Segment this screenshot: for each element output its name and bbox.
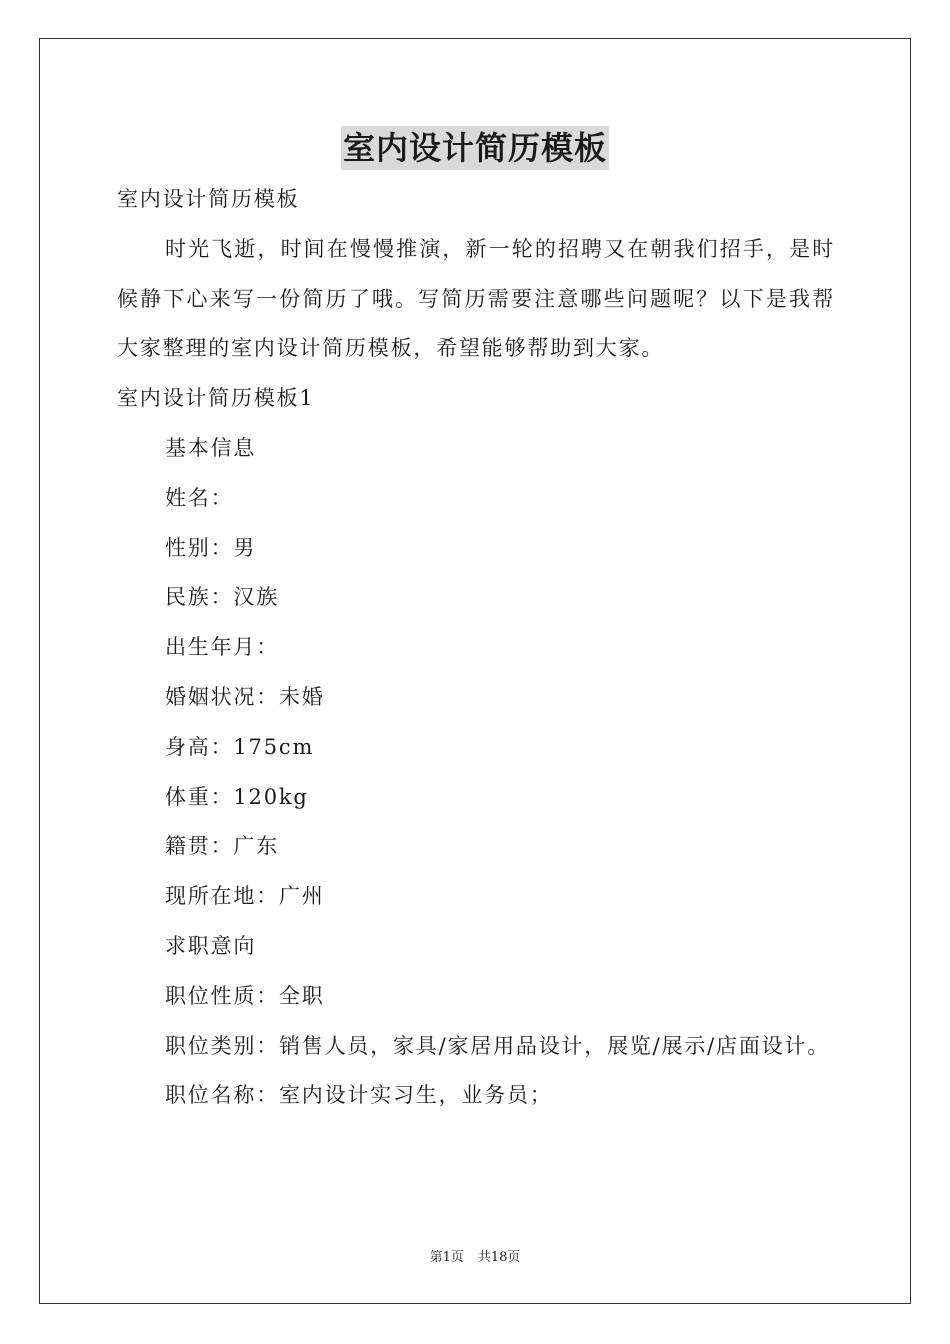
document-body bbox=[117, 175, 835, 1121]
field-weight: 体重：120kg bbox=[165, 784, 309, 809]
field-current-location: 现所在地：广州 bbox=[165, 884, 325, 909]
job-field-category: 职位类别：销售人员，家具/家居用品设计，展览/展示/店面设计。 bbox=[165, 1033, 831, 1058]
section-heading: 室内设计简历模板1 bbox=[117, 386, 315, 411]
job-field-nature: 职位性质：全职 bbox=[165, 983, 325, 1008]
job-field-title: 职位名称：室内设计实习生，业务员； bbox=[165, 1083, 553, 1108]
page-footer bbox=[0, 1246, 950, 1265]
field-name: 姓名： bbox=[165, 485, 234, 510]
field-gender: 性别：男 bbox=[165, 535, 257, 560]
field-birth-date: 出生年月： bbox=[165, 635, 279, 660]
basic-info-heading: 基本信息 bbox=[165, 435, 257, 460]
field-native-place: 籍贯：广东 bbox=[165, 834, 279, 859]
title-container bbox=[0, 126, 950, 170]
job-intent-heading: 求职意向 bbox=[165, 933, 257, 958]
intro-paragraph: 时光飞逝，时间在慢慢推演，新一轮的招聘又在朝我们招手，是时候静下心来写一份简历了哦。写简历需要注意哪些问题呢？以下是我帮大家整理的室内设计简历模板，希望能够帮助到大家。 bbox=[117, 236, 835, 361]
document-title: 室内设计简历模板 bbox=[341, 126, 609, 170]
total-pages: 共18页 bbox=[477, 1250, 521, 1265]
field-ethnicity: 民族：汉族 bbox=[165, 585, 279, 610]
field-height: 身高：175cm bbox=[165, 734, 315, 759]
page-number: 第1页 bbox=[429, 1250, 464, 1265]
subtitle: 室内设计简历模板 bbox=[117, 187, 300, 211]
field-marital-status: 婚姻状况：未婚 bbox=[165, 684, 325, 709]
